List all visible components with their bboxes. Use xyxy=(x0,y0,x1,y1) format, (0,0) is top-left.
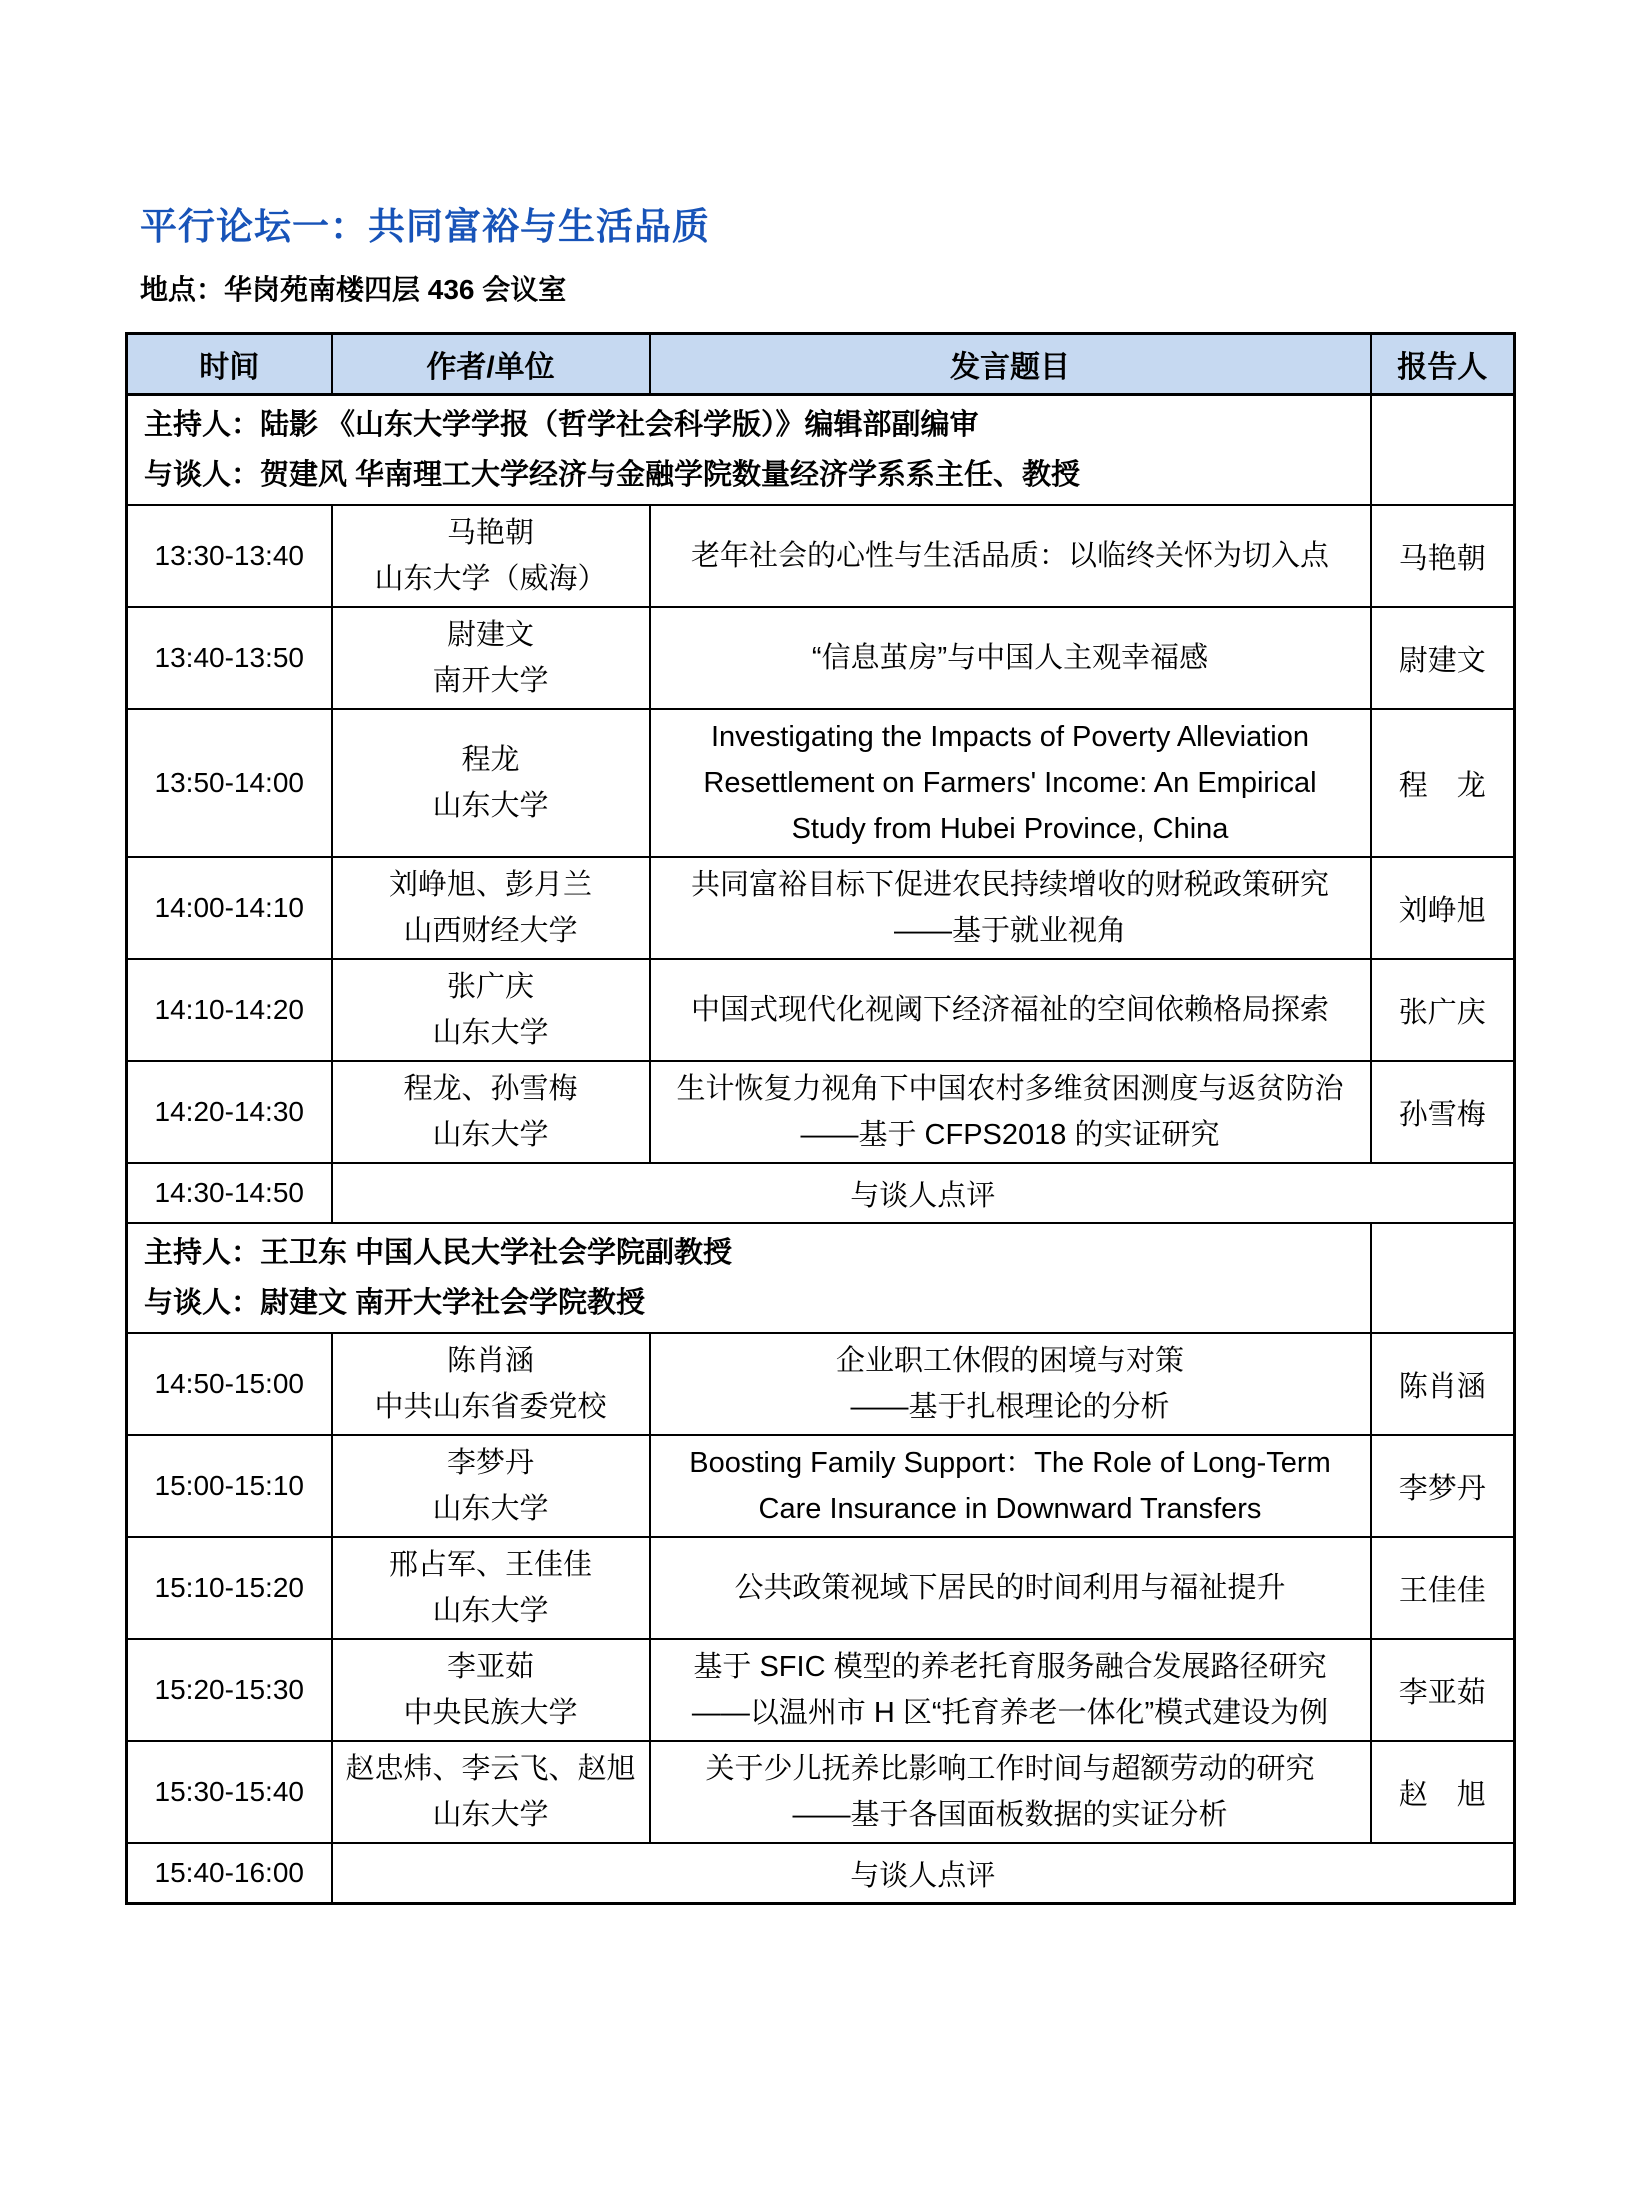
title-line: Care Insurance in Downward Transfers xyxy=(758,1493,1262,1525)
time-cell: 14:20-14:30 xyxy=(127,1061,332,1163)
moderator-presenter-empty-cell xyxy=(1371,1223,1515,1333)
author-affiliation: 山东大学 xyxy=(432,1595,549,1627)
table-row xyxy=(127,1061,1515,1163)
moderator-cell xyxy=(127,1223,1371,1333)
table-row xyxy=(127,505,1515,607)
author-name: 刘峥旭、彭月兰 xyxy=(388,869,592,901)
presenter-cell: 马艳朝 xyxy=(1371,505,1515,607)
page-title: 平行论坛一：共同富裕与生活品质 xyxy=(140,206,710,247)
title-line: Boosting Family Support：The Role of Long-Term xyxy=(689,1447,1331,1479)
author-name: 程龙、孙雪梅 xyxy=(403,1073,578,1105)
schedule-table xyxy=(125,332,1516,1905)
title-line: ——基于 CFPS2018 的实证研究 xyxy=(800,1119,1220,1151)
author-name: 邢占军、王佳佳 xyxy=(388,1549,592,1581)
comment-cell: 与谈人点评 xyxy=(332,1843,1515,1904)
table-row xyxy=(127,959,1515,1061)
author-affiliation: 山西财经大学 xyxy=(403,915,578,947)
author-affiliation: 山东大学 xyxy=(432,790,549,822)
author-affiliation: 山东大学 xyxy=(432,1493,549,1525)
title-cell xyxy=(650,709,1371,857)
time-cell: 14:50-15:00 xyxy=(127,1333,332,1435)
title-line: 关于少儿抚养比影响工作时间与超额劳动的研究 xyxy=(705,1753,1315,1785)
title-line: ——以温州市 H 区“托育养老一体化”模式建设为例 xyxy=(691,1697,1329,1729)
moderator-cell xyxy=(127,395,1371,506)
title-line: 老年社会的心性与生活品质：以临终关怀为切入点 xyxy=(690,540,1329,572)
author-name: 赵忠炜、李云飞、赵旭 xyxy=(345,1753,636,1785)
author-cell xyxy=(332,959,650,1061)
comment-cell: 与谈人点评 xyxy=(332,1163,1515,1223)
presenter-cell: 刘峥旭 xyxy=(1371,857,1515,959)
time-cell: 13:40-13:50 xyxy=(127,607,332,709)
author-cell xyxy=(332,505,650,607)
table-row xyxy=(127,1333,1515,1435)
moderator-presenter-empty-cell xyxy=(1371,395,1515,506)
title-line: 企业职工休假的困境与对策 xyxy=(835,1345,1184,1377)
table-row xyxy=(127,1435,1515,1537)
title-line: 共同富裕目标下促进农民持续增收的财税政策研究 xyxy=(690,869,1329,901)
table-header-row xyxy=(127,334,1515,395)
author-name: 程龙 xyxy=(461,744,520,776)
author-name: 陈肖涵 xyxy=(446,1345,534,1377)
title-line: ——基于就业视角 xyxy=(893,915,1126,947)
title-cell xyxy=(650,1061,1371,1163)
column-header-authors: 作者/单位 xyxy=(332,334,650,395)
title-line: Investigating the Impacts of Poverty Alleviation xyxy=(710,721,1310,753)
author-cell xyxy=(332,857,650,959)
author-cell xyxy=(332,1435,650,1537)
title-line: ——基于扎根理论的分析 xyxy=(850,1391,1170,1423)
column-header-title: 发言题目 xyxy=(650,334,1371,395)
time-cell: 15:10-15:20 xyxy=(127,1537,332,1639)
time-cell: 15:20-15:30 xyxy=(127,1639,332,1741)
author-name: 尉建文 xyxy=(446,619,534,651)
presenter-cell: 赵 旭 xyxy=(1371,1741,1515,1843)
author-cell xyxy=(332,1333,650,1435)
author-affiliation: 山东大学 xyxy=(432,1017,549,1049)
author-affiliation: 中央民族大学 xyxy=(403,1697,578,1729)
time-cell: 15:40-16:00 xyxy=(127,1843,332,1904)
title-line: “信息茧房”与中国人主观幸福感 xyxy=(811,642,1209,674)
author-cell xyxy=(332,607,650,709)
author-name: 李亚茹 xyxy=(446,1651,534,1683)
presenter-cell: 王佳佳 xyxy=(1371,1537,1515,1639)
presenter-cell: 陈肖涵 xyxy=(1371,1333,1515,1435)
discussant-line: 与谈人：贺建风 华南理工大学经济与金融学院数量经济学系系主任、教授 xyxy=(144,459,1081,491)
title-cell xyxy=(650,857,1371,959)
author-name: 马艳朝 xyxy=(446,517,534,549)
time-cell: 15:00-15:10 xyxy=(127,1435,332,1537)
moderator-row xyxy=(127,395,1515,506)
moderator-row xyxy=(127,1223,1515,1333)
presenter-cell: 程 龙 xyxy=(1371,709,1515,857)
author-cell xyxy=(332,709,650,857)
author-affiliation: 山东大学 xyxy=(432,1119,549,1151)
title-line: 公共政策视域下居民的时间利用与福祉提升 xyxy=(734,1572,1286,1604)
presenter-cell: 李亚茹 xyxy=(1371,1639,1515,1741)
title-line: ——基于各国面板数据的实证分析 xyxy=(792,1799,1228,1831)
table-row xyxy=(127,1741,1515,1843)
presenter-cell: 孙雪梅 xyxy=(1371,1061,1515,1163)
presenter-cell: 李梦丹 xyxy=(1371,1435,1515,1537)
location-text: 地点：华岗苑南楼四层 436 会议室 xyxy=(140,274,567,305)
time-cell: 14:10-14:20 xyxy=(127,959,332,1061)
author-affiliation: 山东大学 xyxy=(432,1799,549,1831)
presenter-cell: 张广庆 xyxy=(1371,959,1515,1061)
discussant-line: 与谈人：尉建文 南开大学社会学院教授 xyxy=(144,1287,646,1319)
author-name: 李梦丹 xyxy=(446,1447,534,1479)
author-affiliation: 南开大学 xyxy=(432,665,549,697)
time-cell: 15:30-15:40 xyxy=(127,1741,332,1843)
title-cell xyxy=(650,1435,1371,1537)
title-cell xyxy=(650,1639,1371,1741)
title-cell xyxy=(650,607,1371,709)
title-line: Resettlement on Farmers' Income: An Empirical xyxy=(703,767,1317,799)
title-cell xyxy=(650,1333,1371,1435)
table-row xyxy=(127,857,1515,959)
table-row xyxy=(127,709,1515,857)
table-row xyxy=(127,1537,1515,1639)
time-cell: 14:00-14:10 xyxy=(127,857,332,959)
author-affiliation: 山东大学（威海） xyxy=(374,563,607,595)
author-cell xyxy=(332,1537,650,1639)
title-line: Study from Hubei Province, China xyxy=(791,813,1229,845)
title-cell xyxy=(650,959,1371,1061)
table-row xyxy=(127,607,1515,709)
table-row xyxy=(127,1639,1515,1741)
column-header-time: 时间 xyxy=(127,334,332,395)
author-cell xyxy=(332,1639,650,1741)
moderator-line: 主持人：陆影 《山东大学学报（哲学社会科学版）》编辑部副编审 xyxy=(144,409,979,441)
presenter-cell: 尉建文 xyxy=(1371,607,1515,709)
time-cell: 14:30-14:50 xyxy=(127,1163,332,1223)
title-cell xyxy=(650,505,1371,607)
comment-row xyxy=(127,1843,1515,1904)
author-name: 张广庆 xyxy=(446,971,534,1003)
title-line: 中国式现代化视阈下经济福祉的空间依赖格局探索 xyxy=(690,994,1329,1026)
comment-row xyxy=(127,1163,1515,1223)
time-cell: 13:50-14:00 xyxy=(127,709,332,857)
title-cell xyxy=(650,1537,1371,1639)
moderator-line: 主持人：王卫东 中国人民大学社会学院副教授 xyxy=(144,1237,733,1269)
title-line: 生计恢复力视角下中国农村多维贫困测度与返贫防治 xyxy=(676,1073,1344,1105)
time-cell: 13:30-13:40 xyxy=(127,505,332,607)
title-line: 基于 SFIC 模型的养老托育服务融合发展路径研究 xyxy=(693,1651,1327,1683)
author-cell xyxy=(332,1741,650,1843)
column-header-presenter: 报告人 xyxy=(1371,334,1515,395)
author-affiliation: 中共山东省委党校 xyxy=(374,1391,607,1423)
title-cell xyxy=(650,1741,1371,1843)
author-cell xyxy=(332,1061,650,1163)
